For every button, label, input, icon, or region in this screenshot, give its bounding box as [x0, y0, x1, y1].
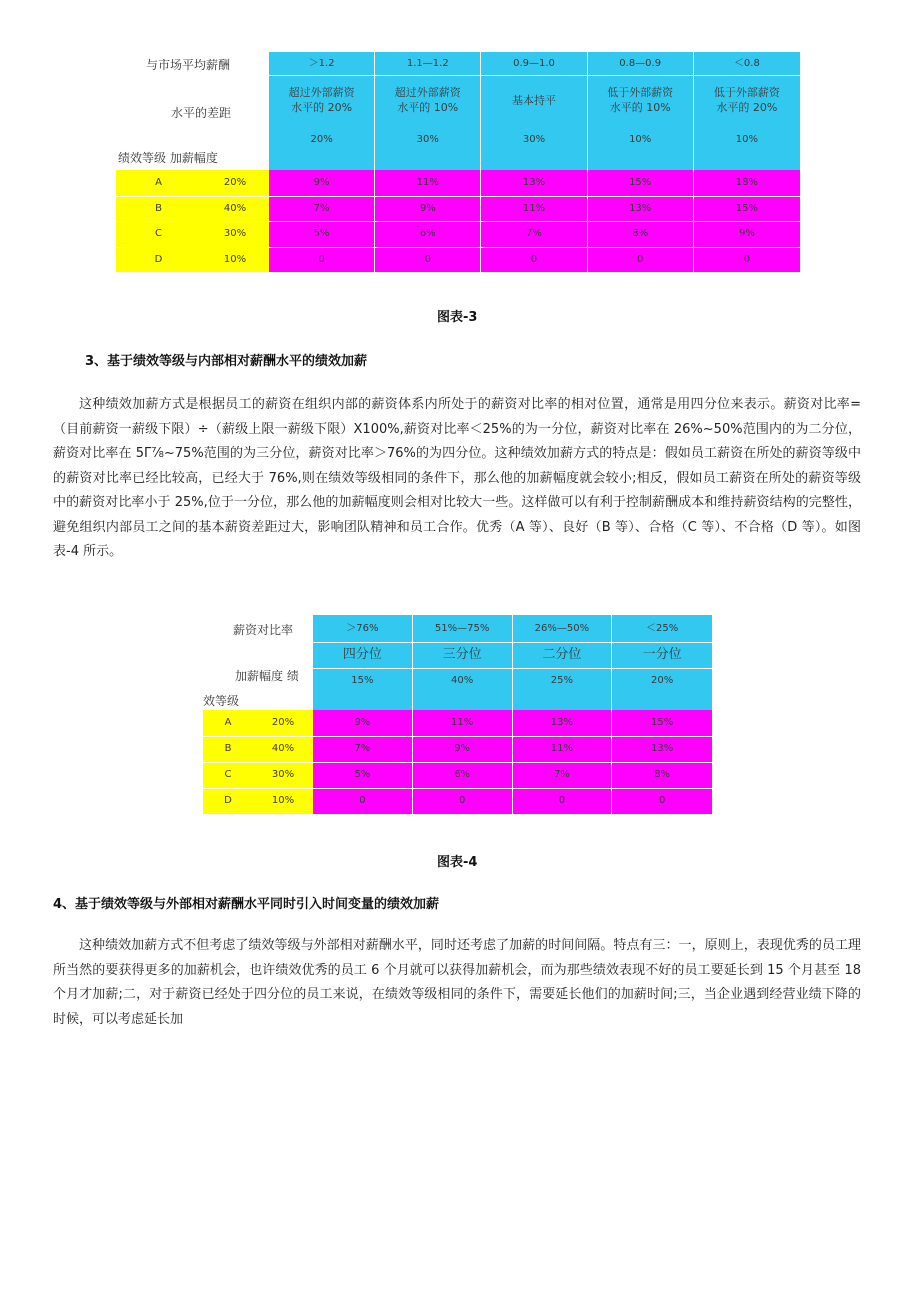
table-cell: 9% [269, 170, 375, 196]
corner-label-grade-raise: 绩效等级 加薪幅度 [118, 151, 218, 165]
table-cell: 7% [313, 736, 413, 762]
table-cell: 0 [694, 247, 800, 273]
column-quartile: 四分位 [313, 642, 413, 668]
grade-percent: 30% [201, 221, 269, 247]
grade-percent: 10% [201, 247, 269, 273]
column-description [694, 75, 800, 127]
column-ratio: 26%—50% [513, 615, 613, 642]
table-corner-header [116, 52, 269, 170]
table-cell: 0 [413, 788, 513, 814]
column-desc-line2: 水平的 10% [609, 101, 671, 114]
column-base-raise: 10% [694, 127, 800, 170]
grade-label: B [116, 196, 201, 222]
column-description [375, 75, 481, 127]
column-ratio: ＜0.8 [694, 52, 800, 75]
divider [203, 736, 712, 737]
table-cell: 6% [375, 221, 481, 247]
table-cell: 18% [694, 170, 800, 196]
table-cell: 0 [481, 247, 587, 273]
column-desc-line1: 超过外部薪资 [394, 86, 461, 100]
divider [313, 668, 712, 669]
table-cell: 11% [513, 736, 613, 762]
table-cell: 0 [588, 247, 694, 273]
table-cell: 9% [413, 736, 513, 762]
grade-percent: 20% [201, 170, 269, 196]
column-desc-line1: 低于外部薪资 [607, 86, 674, 100]
column-base-raise: 20% [612, 668, 712, 710]
column-base-raise: 30% [375, 127, 481, 170]
column-base-raise: 20% [269, 127, 375, 170]
table-cell: 13% [513, 710, 613, 736]
grade-percent: 40% [253, 736, 313, 762]
table-cell: 13% [588, 196, 694, 222]
column-desc-line1: 低于外部薪资 [713, 86, 780, 100]
grade-label: A [116, 170, 201, 196]
table-cell: 8% [588, 221, 694, 247]
grade-label: C [116, 221, 201, 247]
table-cell: 0 [375, 247, 481, 273]
divider [313, 642, 712, 643]
column-desc-line2: 水平的 20% [716, 101, 778, 114]
column-ratio: ＜25% [612, 615, 712, 642]
table-cell: 0 [612, 788, 712, 814]
section-4-paragraph: 这种绩效加薪方式不但考虑了绩效等级与外部相对薪酬水平，同时还考虑了加薪的时间间隔。特点有三：一，原则上，表现优秀的员工理所当然的要获得更多的加薪机会，也许绩效优秀的员工 6 个月就可以获得加薪机会，而为那些绩效表现不好的员工要延长到 15 个月甚至 18 个月才加薪;二，对于薪资已经处于四分位的员工来说，在绩效等级相同的条件下，需要延长他们的加薪时间;三，当企业遇到经营业绩下降的时候，可以考虑延长加 [53, 938, 861, 1027]
grade-label: B [203, 736, 253, 762]
grade-percent: 40% [201, 196, 269, 222]
table-cell: 7% [513, 762, 613, 788]
column-base-raise: 10% [588, 127, 694, 170]
grade-label: C [203, 762, 253, 788]
column-description [269, 75, 375, 127]
column-desc-line2: 水平的 20% [291, 101, 353, 114]
column-ratio: 0.8—0.9 [588, 52, 694, 75]
corner-label-ratio: 薪资对比率 [233, 623, 294, 637]
table-cell: 6% [413, 762, 513, 788]
divider [203, 788, 712, 789]
corner-label-market-gap: 与市场平均薪酬 [146, 58, 231, 72]
column-quartile: 二分位 [513, 642, 613, 668]
divider [116, 221, 800, 222]
table-figure-3 [116, 52, 800, 272]
column-desc-line2: 水平的 10% [397, 101, 459, 114]
table-cell: 0 [313, 788, 413, 814]
column-description [481, 75, 587, 127]
table-cell: 11% [413, 710, 513, 736]
grade-label: D [116, 247, 201, 273]
grade-label: A [203, 710, 253, 736]
column-base-raise: 15% [313, 668, 413, 710]
column-base-raise: 40% [413, 668, 513, 710]
table-cell: 7% [269, 196, 375, 222]
grade-label: D [203, 788, 253, 814]
table-cell: 15% [588, 170, 694, 196]
corner-label-grade: 效等级 [203, 694, 240, 708]
section-3-heading: 3、基于绩效等级与内部相对薪酬水平的绩效加薪 [85, 354, 368, 369]
corner-label-raise-grade: 加薪幅度 绩 [235, 669, 299, 683]
column-desc-line1: 超过外部薪资 [288, 86, 355, 100]
column-ratio: 0.9—1.0 [481, 52, 587, 75]
figure-caption-4: 图表-4 [437, 855, 478, 870]
section-3-paragraph: 这种绩效加薪方式是根据员工的薪资在组织内部的薪资体系内所处于的薪资对比率的相对位置，通常是用四分位来表示。薪资对比率=（目前薪资一薪级下限）÷（薪级上限一薪级下限）X100%,薪资对比率＜25%的为一分位，薪资对比率在 26%~50%范围内的为二分位，薪资对比率在 5Γ⅞~75%范围的为三分位，薪资对比率＞76%的为四分位。这种绩效加薪方式的特点是：假如员工薪资在所处的薪资等级中的薪资对比率已经比较高，已经大于 76%,则在绩效等级相同的条件下，那么他的加薪幅度就会较小;相反，假如员工薪资在所处的薪资等级中的薪资对比率小于 25%,位于一分位，那么他的加薪幅度则会相对比较大一些。这样做可以有利于控制薪酬成本和维持薪资结构的完整性，避免组织内部员工之间的基本薪资差距过大，影响团队精神和员工合作。优秀（A 等）、良好（B 等）、合格（C 等）、不合格（D 等）。如图表-4 所示。 [53, 397, 861, 559]
table-cell: 9% [694, 221, 800, 247]
table-cell: 11% [375, 170, 481, 196]
table-cell: 15% [694, 196, 800, 222]
grade-percent: 20% [253, 710, 313, 736]
table-cell: 15% [612, 710, 712, 736]
table-cell: 5% [313, 762, 413, 788]
divider [203, 762, 712, 763]
column-description [588, 75, 694, 127]
table-cell: 8% [612, 762, 712, 788]
table-cell: 0 [513, 788, 613, 814]
table-cell: 13% [612, 736, 712, 762]
table-cell: 7% [481, 221, 587, 247]
grade-percent: 30% [253, 762, 313, 788]
section-4-heading: 4、基于绩效等级与外部相对薪酬水平同时引入时间变量的绩效加薪 [53, 897, 440, 912]
divider [269, 75, 800, 76]
table-cell: 9% [375, 196, 481, 222]
table-cell: 5% [269, 221, 375, 247]
table-cell: 13% [481, 170, 587, 196]
table-figure-4 [203, 615, 712, 814]
corner-label-level-gap: 水平的差距 [171, 106, 232, 120]
grade-percent: 10% [253, 788, 313, 814]
table-cell: 9% [313, 710, 413, 736]
column-quartile: 一分位 [612, 642, 712, 668]
column-base-raise: 25% [513, 668, 613, 710]
column-ratio: ＞76% [313, 615, 413, 642]
divider [116, 247, 800, 248]
column-base-raise: 30% [481, 127, 587, 170]
column-ratio: ＞1.2 [269, 52, 375, 75]
table-cell: 0 [269, 247, 375, 273]
figure-caption-3: 图表-3 [437, 310, 478, 325]
divider [116, 196, 800, 197]
column-ratio: 1.1—1.2 [375, 52, 481, 75]
column-ratio: 51%—75% [413, 615, 513, 642]
table-cell: 11% [481, 196, 587, 222]
column-desc-line1: 基本持平 [511, 93, 556, 107]
column-quartile: 三分位 [413, 642, 513, 668]
